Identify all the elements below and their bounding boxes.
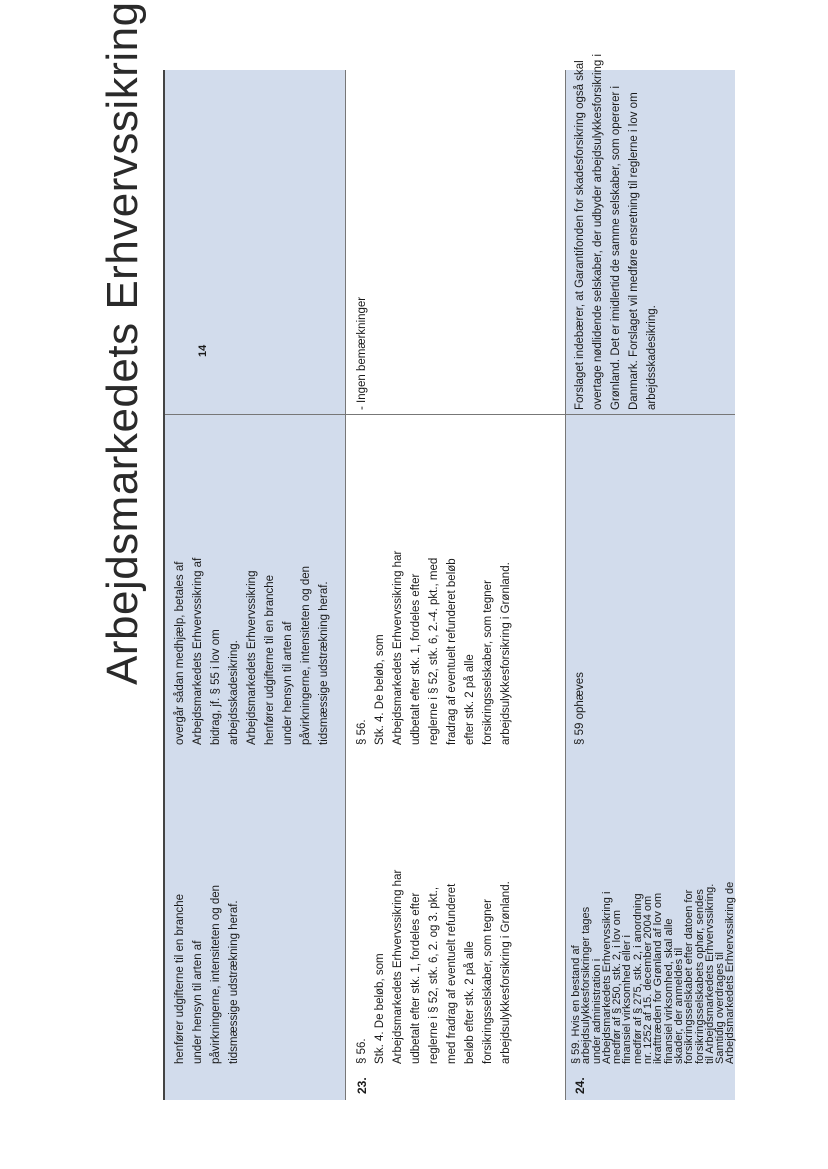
row-24-current-law: § 59. Hvis en bestand af arbejdsulykkesforsikringer tages under administration i Arbejdsmarkedets Erhvervssikring i medfør af § 250, stk. 2, i lov om finansiel virksomhed eller i medfør af § 275, stk. 2, i anordning nr. 1252 af 15. december 2004 om ikrafttræden for Grønland af lov om finansiel virksomhed, skal alle skader, der anmeldes til forsikringsselskabet efter datoen for forsikringsselskabets ophør, sendes til Arbejdsmarkedets Erhvervssikring. Samtidig overdrages til Arbejdsmarkedets Erhvervssikring de	[570, 881, 737, 1064]
row-23-proposed-law: § 56. Stk. 4. De beløb, som Arbejdsmarkedets Erhvervssikring har udbetalt efter stk. 1, fordeles efter reglerne i § 52, stk. 6, 2.-4. pkt., med fradrag af eventuelt refunderet beløb efter stk. 2 på alle forsikringsselskaber, som tegner arbejdsulykkesforsikring i Grønland.	[356, 550, 512, 745]
row-divider	[345, 70, 346, 1100]
row-24-remarks: Forslaget indebærer, at Garantifonden for skadesforsikring også skal overtage nødlidende selskaber, der udbyder arbejdsulykkesforsikring i Grønland. Det er imidlertid de samme selskaber, som opererer i Danmark. Forslaget vil medføre ensretning til reglerne i lov om arbejdsskadesikring.	[574, 53, 658, 410]
row-24-proposed-law: § 59 ophæves	[574, 672, 586, 745]
page-number: 14	[197, 344, 209, 357]
row-0-current-law: henfører udgifterne til en branche under hensyn til arten af påvirkningerne, intensiteten og den tidsmæssige udstrækning heraf.	[174, 884, 240, 1064]
rotated-page-content	[90, 1, 750, 1100]
row-0-proposed-law: overgår sådan medhjælp, betales af Arbejdsmarkedets Erhvervssikring af bidrag, jf. § 55 i lov om arbejdsskadesikring. Arbejdsmarkedets Erhvervssikring henfører udgifterne til en branche under hensyn til arten af påvirkningerne, intensiteten og den tidsmæssige udstrækning heraf.	[174, 557, 330, 745]
row-23-number: 23.	[355, 1077, 369, 1094]
page-title: Arbejdsmarkedets Erhvervssikring	[98, 1, 147, 685]
row-23-remarks: - Ingen bemærkninger	[356, 296, 368, 410]
comparison-table	[165, 53, 737, 1100]
row-24-number: 24.	[573, 1077, 587, 1094]
row-23-current-law: § 56. Stk. 4. De beløb, som Arbejdsmarkedets Erhvervssikring har udbetalt efter stk. 1, fordeles efter reglerne i § 52, stk. 6, 2. og 3. pkt., med fradrag af eventuelt refunderet beløb efter stk. 2 på alle forsikringsselskaber, som tegner arbejdsulykkesforsikring i Grønland.	[356, 869, 512, 1064]
row-divider	[565, 70, 566, 1100]
